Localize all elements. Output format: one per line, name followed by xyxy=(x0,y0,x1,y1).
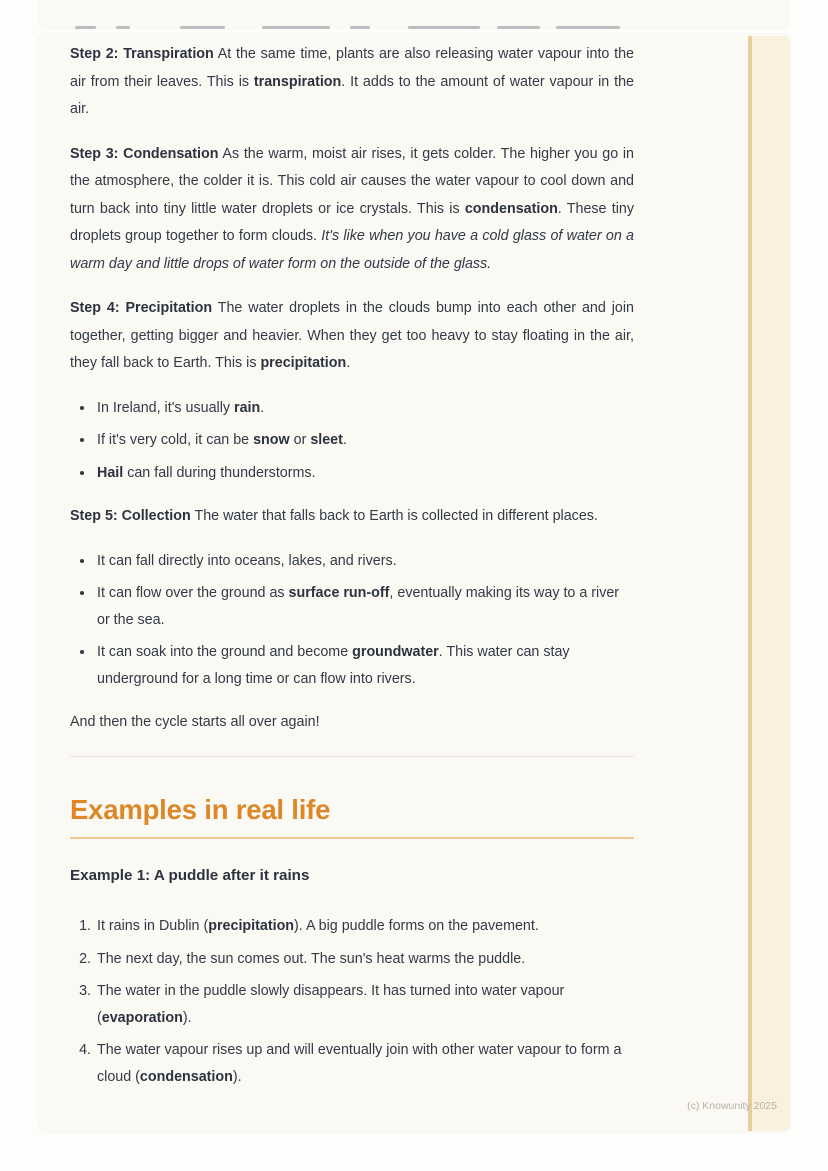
bold-text: Step 3: Condensation xyxy=(70,145,219,162)
bullet-list xyxy=(70,548,634,693)
list-item xyxy=(95,548,634,575)
bullet-list xyxy=(70,395,634,487)
cropped-text-fragment xyxy=(180,26,225,29)
text-run: ). xyxy=(182,1009,192,1026)
text-run: . xyxy=(260,399,265,416)
cropped-text-fragment xyxy=(350,26,370,29)
text-run: The water droplets in the clouds bump into each other and join together, getting bigger and heavier. When they get too heavy to stay floating in the air, they fall back to Earth. This is xyxy=(70,300,634,371)
list-item xyxy=(95,978,634,1031)
example-heading: Example 1: A puddle after it rains xyxy=(70,866,310,884)
bold-text: transpiration xyxy=(253,73,342,90)
text-run: . xyxy=(342,432,347,448)
bold-text: Step 4: Precipitation xyxy=(70,300,213,316)
text-run: , eventually making its way to a river or the sea. xyxy=(97,585,620,628)
text-run: can fall during thunderstorms. xyxy=(123,464,316,481)
bold-text: precipitation xyxy=(260,355,347,371)
text-run: . This water can stay underground for a long time or can flow into rivers. xyxy=(97,644,570,687)
text-run: It can fall directly into oceans, lakes, and rivers. xyxy=(97,552,397,569)
list-item xyxy=(95,395,634,422)
cropped-text-fragment xyxy=(116,26,130,29)
paragraph xyxy=(70,709,634,737)
list-item xyxy=(95,580,634,633)
text-run: It can flow over the ground as xyxy=(97,585,289,601)
bold-text: precipitation xyxy=(208,918,295,934)
text-run: The water vapour rises up and will eventually join with other water vapour to form a cloud ( xyxy=(97,1042,622,1085)
text-run: The next day, the sun comes out. The sun's heat warms the puddle. xyxy=(97,950,526,967)
paragraph xyxy=(70,503,634,531)
list-item xyxy=(95,460,634,487)
page-edge-line xyxy=(748,36,752,1131)
previous-page-edge xyxy=(38,0,790,30)
section-divider xyxy=(70,756,634,757)
text-run: In Ireland, it's usually xyxy=(97,399,235,416)
text-run: . These tiny droplets group together to form clouds. xyxy=(70,200,634,244)
list-item xyxy=(95,639,634,692)
italic-text: It's like when you have a cold glass of water on a warm day and little drops of water form on the outside of the glass. xyxy=(70,228,634,272)
text-run: The water that falls back to Earth is collected in different places. xyxy=(190,508,598,524)
list-item xyxy=(95,946,634,973)
bold-text: condensation xyxy=(139,1068,233,1085)
text-run: It rains in Dublin ( xyxy=(97,918,209,934)
text-run: or xyxy=(289,432,311,448)
text-run: It can soak into the ground and become xyxy=(97,644,353,660)
text-run: . xyxy=(346,355,351,371)
paragraph xyxy=(70,41,634,124)
text-run: And then the cycle starts all over again! xyxy=(70,714,320,730)
bold-text: rain xyxy=(234,399,261,416)
text-run: At the same time, plants are also releasing water vapour into the air from their leaves. This is xyxy=(70,46,634,90)
list-item xyxy=(95,1037,634,1090)
numbered-list xyxy=(70,913,634,1090)
paragraph xyxy=(70,295,634,378)
cropped-text-fragment xyxy=(408,26,480,29)
bold-text: snow xyxy=(253,432,290,448)
cropped-text-fragment xyxy=(497,26,540,29)
bold-text: Step 5: Collection xyxy=(70,508,191,524)
text-run: As the warm, moist air rises, it gets colder. The higher you go in the atmosphere, the colder it is. This cold air causes the water vapour to cool down and turn back into tiny little water droplets or ice crystals. This is xyxy=(70,145,635,217)
section-heading: Examples in real life xyxy=(70,793,634,839)
paragraph xyxy=(70,141,634,279)
bold-text: condensation xyxy=(464,200,558,217)
bold-text: Hail xyxy=(97,464,124,481)
text-run: . It adds to the amount of water vapour in the air. xyxy=(70,73,634,117)
cropped-text-fragment xyxy=(262,26,330,29)
list-item xyxy=(95,427,634,454)
bold-text: sleet xyxy=(310,432,343,448)
cropped-text-fragment xyxy=(75,26,96,29)
cropped-text-fragment xyxy=(556,26,620,29)
page-card xyxy=(38,34,790,1132)
document-content xyxy=(70,41,634,1107)
text-run: The water in the puddle slowly disappears. It has turned into water vapour ( xyxy=(97,983,565,1026)
page-edge-strip xyxy=(752,36,790,1131)
text-run: ). xyxy=(232,1068,242,1085)
text-run: ). A big puddle forms on the pavement. xyxy=(294,918,539,934)
bold-text: surface run-off xyxy=(288,585,390,601)
bold-text: groundwater xyxy=(352,644,439,660)
list-item xyxy=(95,913,634,940)
bold-text: Step 2: Transpiration xyxy=(70,46,214,62)
text-run: If it's very cold, it can be xyxy=(97,432,254,448)
watermark: (c) Knowunity 2025 xyxy=(687,1100,777,1112)
bold-text: evaporation xyxy=(101,1009,183,1026)
